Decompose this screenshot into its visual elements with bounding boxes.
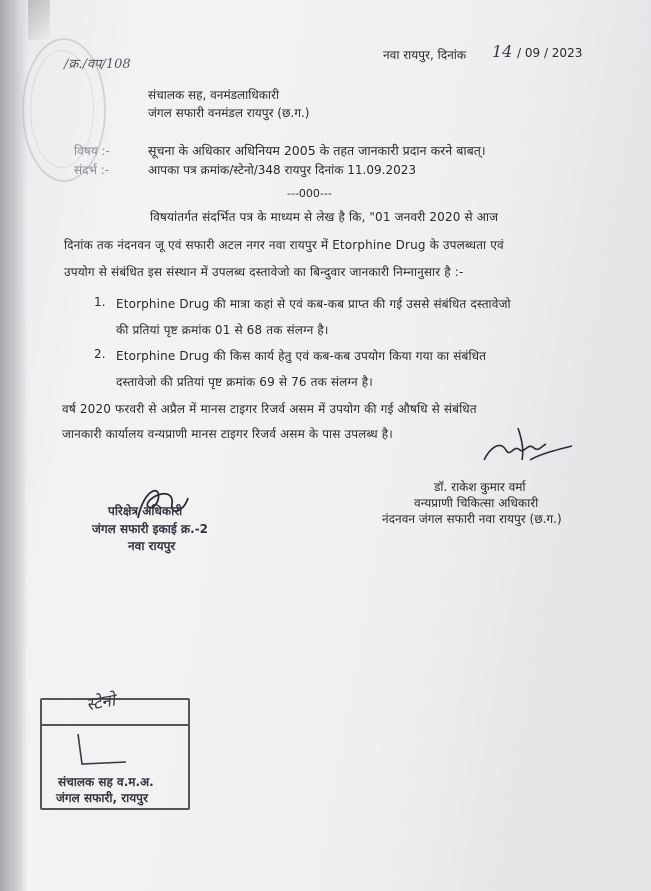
subject-label: विषय :- xyxy=(74,144,110,158)
steno-stamp-heading: स्टेनो xyxy=(84,690,117,716)
item-2-line-1: Etorphine Drug की किस कार्य हेतु एवं कब-कब उपयोग किया गया का संबंधित xyxy=(116,349,487,363)
range-stamp-line-1: परिक्षेत्र अधिकारी xyxy=(108,504,183,518)
signatory-office: नंदनवन जंगल सफारी नवा रायपुर (छ.ग.) xyxy=(382,512,562,526)
addressee-line-2: जंगल सफारी वनमंडल रायपुर (छ.ग.) xyxy=(148,106,310,120)
date-day: 14 xyxy=(492,42,513,61)
addressee-line-1: संचालक सह, वनमंडलाधिकारी xyxy=(148,88,280,102)
place-date-label: नवा रायपुर, दिनांक xyxy=(383,48,467,62)
steno-stamp-mark xyxy=(72,730,132,770)
body-line-2: दिनांक तक नंदनवन जू एवं सफारी अटल नगर नवा रायपुर में Etorphine Drug के उपलब्धता एवं xyxy=(64,238,504,252)
reference-text: आपका पत्र क्रमांक/स्टेनो/348 रायपुर दिनांक 11.09.2023 xyxy=(148,163,416,177)
body-line-1: विषयांतर्गत संदर्भित पत्र के माध्यम से लेख है कि, "01 जनवरी 2020 से आज xyxy=(150,210,499,224)
reference-number: /क्र./वप/108 xyxy=(64,57,131,72)
signatory-name: डॉ. राकेश कुमार वर्मा xyxy=(434,480,526,494)
closing-line-1: वर्ष 2020 फरवरी से अप्रैल में मानस टाइगर रिजर्व असम में उपयोग की गई औषधि से संबंधित xyxy=(62,402,477,416)
folded-corner xyxy=(28,0,50,40)
date-month-year: / 09 / 2023 xyxy=(517,46,583,60)
steno-stamp-line-1: संचालक सह व.म.अ. xyxy=(58,775,154,789)
item-2-line-2: दस्तावेजो की प्रतियां पृष्ट क्रमांक 69 से 76 तक संलग्न है। xyxy=(116,375,373,389)
item-2-number: 2. xyxy=(94,347,106,361)
steno-stamp-line-2: जंगल सफारी, रायपुर xyxy=(56,791,148,805)
item-1-line-1: Etorphine Drug की मात्रा कहां से एवं कब-कब प्राप्त की गई उससे संबंधित दस्तावेजो xyxy=(116,297,511,311)
subject-text: सूचना के अधिकार अधिनियम 2005 के तहत जानकारी प्रदान करने बाबत्। xyxy=(148,143,486,158)
signatory-title: वन्यप्राणी चिकित्सा अधिकारी xyxy=(414,496,539,510)
reference-label: संदर्भ :- xyxy=(74,163,110,177)
steno-stamp-divider xyxy=(42,724,188,726)
item-1-line-2: की प्रतियां पृष्ट क्रमांक 01 से 68 तक संलग्न है। xyxy=(116,323,329,337)
item-1-number: 1. xyxy=(94,295,106,309)
officer-signature xyxy=(478,420,578,470)
range-stamp-line-3: नवा रायपुर xyxy=(128,539,176,553)
section-divider: ---000--- xyxy=(287,187,332,200)
closing-line-2: जानकारी कार्यालय वन्यप्राणी मानस टाइगर रिजर्व असम के पास उपलब्ध है। xyxy=(62,427,393,441)
range-stamp-line-2: जंगल सफारी इकाई क्र.-2 xyxy=(92,522,209,536)
body-line-3: उपयोग से संबंधित इस संस्थान में उपलब्ध दस्तावेजो का बिन्दुवार जानकारी निम्नानुसार है :- xyxy=(64,265,464,279)
